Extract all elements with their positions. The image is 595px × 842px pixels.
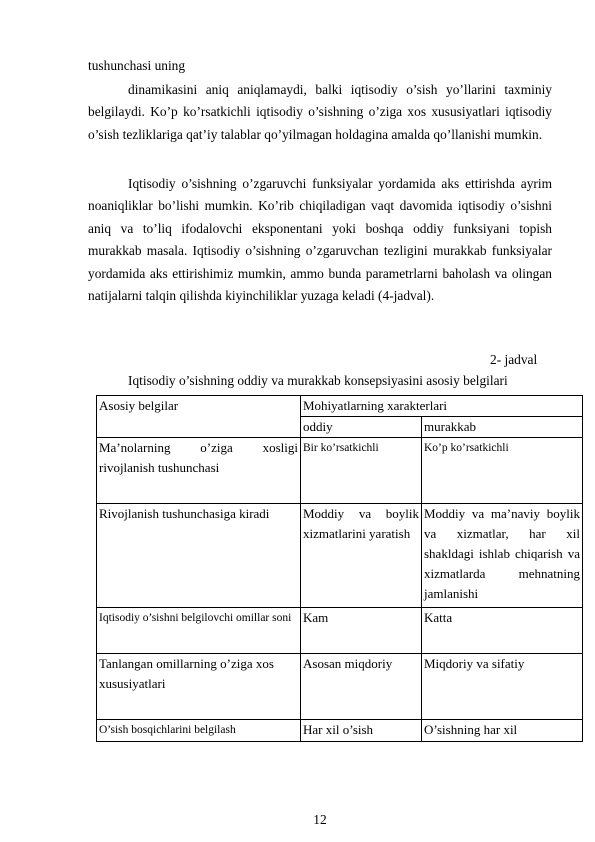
table-cell: Bir ko’rsatkichli — [301, 438, 422, 504]
header-oddiy: oddiy — [301, 417, 422, 438]
table-cell: Miqdoriy va sifatiy — [422, 654, 583, 720]
table-number-label: 2- jadval — [490, 352, 538, 367]
table-row — [97, 504, 583, 608]
paragraph-2: Iqtisodiy o’sishning o’zgaruvchi funksiyalar yordamida aks ettirishda ayrim noaniqliklar bo’lishi mumkin. Ko’rib chiqiladigan vaqt davomida iqtisodiy o’sishni aniq va to’liq ifodalovchi eksponentani yoki boshqa oddiy funksiyani topish murakkab masala. Iqtisodiy o’sishning o’zgaruvchan tezligini murakkab funksiyalar yordamida aks ettirishimiz mumkin, ammo bunda parametrlarni baholash va olingan natijalarni talqin qilishda kiyinchiliklar yuzaga keladi (4-jadval). — [88, 176, 552, 304]
table-cell: Tanlangan omillarning o’ziga xos xususiyatlari — [97, 654, 301, 720]
table-row — [97, 654, 583, 720]
table-cell: Rivojlanish tushunchasiga kiradi — [97, 504, 301, 608]
table-cell: O’sish bosqichlarini belgilash — [97, 720, 301, 742]
table-cell: Ma’nolarning o’ziga xosligi rivojlanish tushunchasi — [97, 438, 301, 504]
table-cell: Moddiy va boylik xizmatlarini yaratish — [301, 504, 422, 608]
header-asosiy-belgilar: Asosiy belgilar — [97, 396, 301, 438]
header-murakkab: murakkab — [422, 417, 583, 438]
features-table — [96, 395, 583, 742]
paragraph-1: dinamikasini aniq aniqlamaydi, balki iqtisodiy o’sish yo’llarini taxminiy belgilaydi. Ko’p ko’rsatkichli iqtisodiy o’sishning o’ziga xos xususiyatlari iqtisodiy o’sish tezliklariga qat’iy talablar qo’yilmagan holdagina amalda qo’llanishi mumkin. — [88, 82, 552, 142]
table-cell: Ko’p ko’rsatkichli — [422, 438, 583, 504]
table-row — [97, 608, 583, 654]
table-cell: Asosan miqdoriy — [301, 654, 422, 720]
table-cell: O’sishning har xil — [422, 720, 583, 742]
table-row — [97, 720, 583, 742]
table-row — [97, 438, 583, 504]
table-header-row — [97, 396, 583, 417]
table-cell: Katta — [422, 608, 583, 654]
header-mohiyatlar: Mohiyatlarning xarakterlari — [301, 396, 583, 417]
table-caption: Iqtisodiy o’sishning oddiy va murakkab konsepsiyasini asosiy belgilari — [128, 373, 508, 388]
table-cell: Moddiy va ma’naviy boylik va xizmatlar, har xil shakldagi ishlab chiqarish va xizmatlarda mehnatning jamlanishi — [422, 504, 583, 608]
page-number: 12 — [313, 812, 327, 827]
table-cell: Iqtisodiy o’sishni belgilovchi omillar soni — [97, 608, 301, 654]
table-cell: Kam — [301, 608, 422, 654]
first-line: tushunchasi uning — [88, 58, 186, 73]
table-cell: Har xil o’sish — [301, 720, 422, 742]
